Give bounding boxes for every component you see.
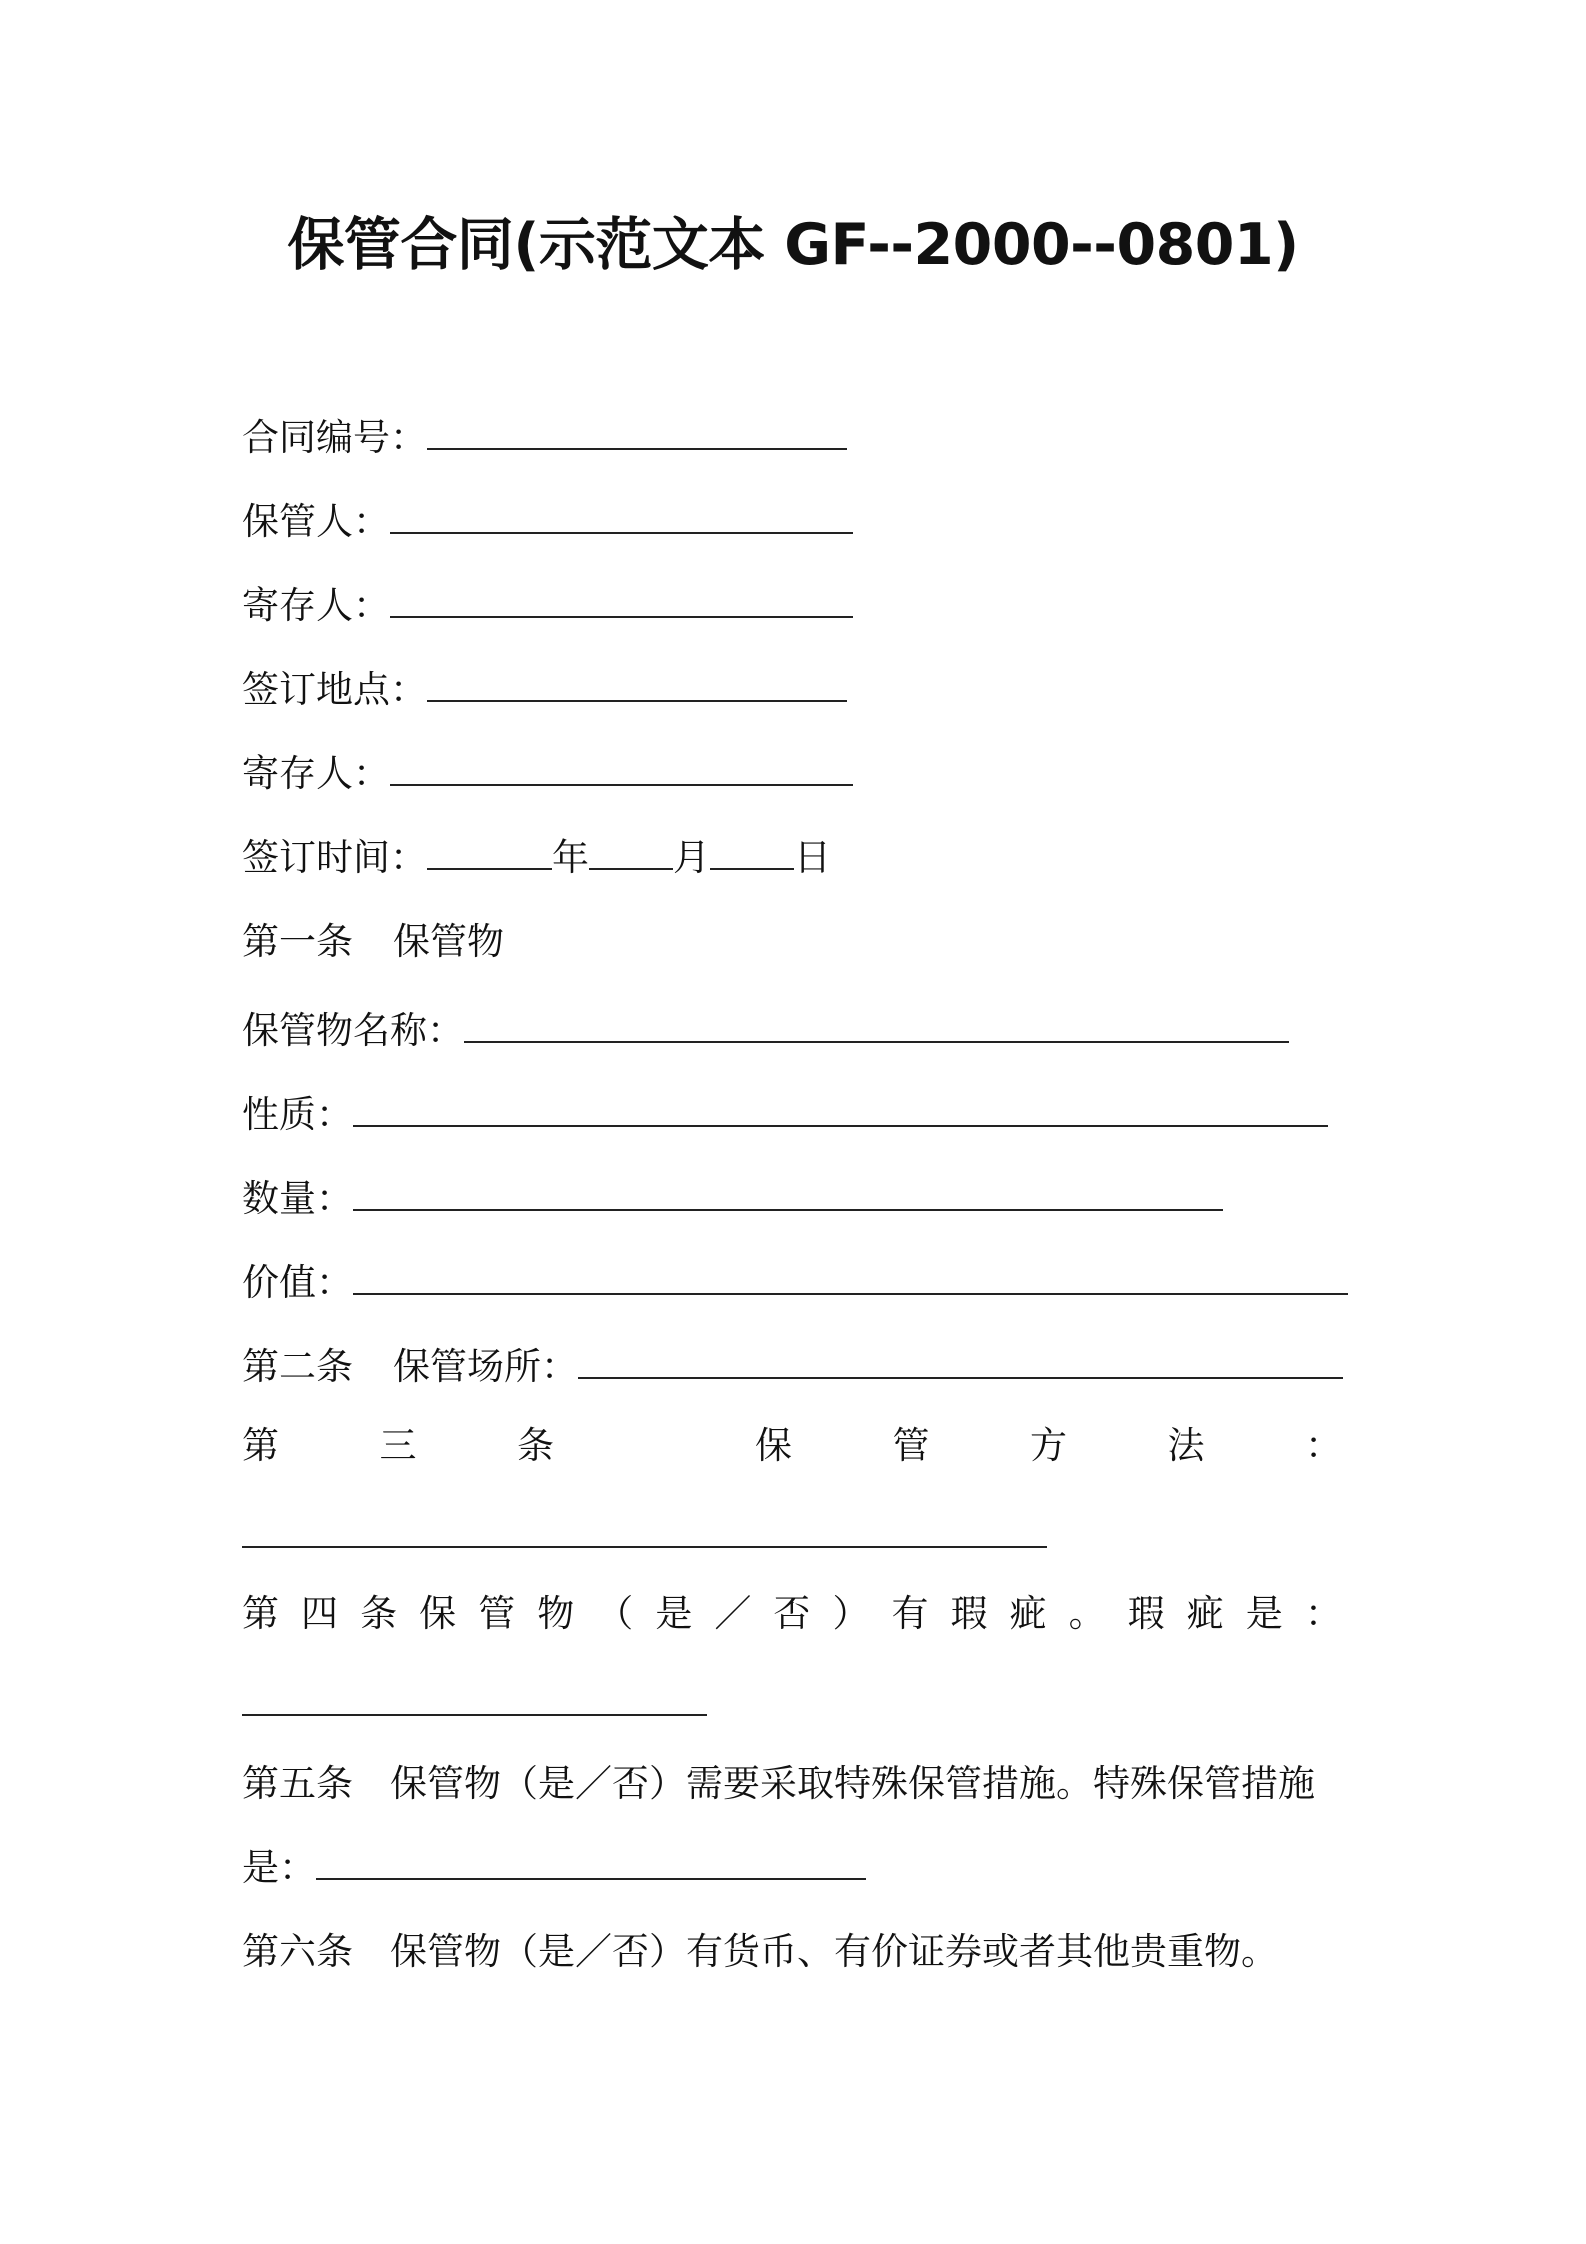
item-nature-label: 性质： xyxy=(242,1093,353,1136)
article-4-char: 有 xyxy=(891,1592,929,1635)
sign-year-blank[interactable] xyxy=(427,842,552,870)
custodian-label: 保管人： xyxy=(242,500,390,543)
storage-method-line xyxy=(242,1510,1047,1562)
article-4-char: 管 xyxy=(478,1592,516,1635)
article-4-char: ： xyxy=(1304,1592,1342,1635)
article-4-char: 保 xyxy=(419,1592,457,1635)
article-4-char: 物 xyxy=(537,1592,575,1635)
item-value-blank[interactable] xyxy=(353,1267,1348,1295)
article-6-line xyxy=(242,1926,1278,1978)
page-title: 保管合同(示范文本 GF--2000--0801) xyxy=(287,212,1299,278)
custodian-line xyxy=(242,496,853,548)
article-4-char: 瑕 xyxy=(950,1592,988,1635)
sign-month-blank[interactable] xyxy=(589,842,673,870)
article-3-line xyxy=(242,1420,1342,1472)
article-4-char: 瑕 xyxy=(1127,1592,1165,1635)
article-4-char: ／ xyxy=(714,1592,752,1635)
contract-no-line xyxy=(242,412,847,464)
sign-place-line xyxy=(242,664,847,716)
article-5-continuation: 是： xyxy=(242,1846,316,1889)
defect-blank[interactable] xyxy=(242,1688,707,1716)
article-3-char: 三 xyxy=(379,1424,417,1467)
special-measures-blank[interactable] xyxy=(316,1852,866,1880)
article-4-char: 。 xyxy=(1068,1592,1106,1635)
article-3-char: 保 xyxy=(755,1424,792,1467)
article-2-line xyxy=(242,1341,1343,1393)
article-4-char: 四 xyxy=(301,1592,339,1635)
article-3-char: 第 xyxy=(242,1424,279,1467)
contract-no-label: 合同编号： xyxy=(242,416,427,459)
article-3-char: 方 xyxy=(1030,1424,1067,1467)
article-4-char: 疵 xyxy=(1009,1592,1047,1635)
article-2-text: 保管场所： xyxy=(393,1345,578,1388)
item-quantity-blank[interactable] xyxy=(353,1183,1223,1211)
storage-place-blank[interactable] xyxy=(578,1351,1343,1379)
depositor-label-2: 寄存人： xyxy=(242,752,390,795)
article-3-char: 管 xyxy=(892,1424,930,1467)
item-value-line xyxy=(242,1257,1348,1309)
article-3-char: ： xyxy=(1305,1424,1342,1467)
article-1-heading xyxy=(242,916,504,968)
article-1-number: 第一条 xyxy=(242,920,353,963)
article-6-text: 第六条 保管物（是／否）有货币、有价证券或者其他贵重物。 xyxy=(242,1930,1278,1973)
item-nature-line xyxy=(242,1089,1328,1141)
depositor-blank-1[interactable] xyxy=(390,590,853,618)
article-2-number: 第二条 xyxy=(242,1345,353,1388)
article-4-char: （ xyxy=(596,1592,634,1635)
defect-line xyxy=(242,1678,707,1730)
article-4-char: 条 xyxy=(360,1592,398,1635)
article-1-title: 保管物 xyxy=(393,920,504,963)
sign-day-blank[interactable] xyxy=(710,842,794,870)
item-name-blank[interactable] xyxy=(464,1015,1289,1043)
article-4-char: 是 xyxy=(655,1592,693,1635)
article-4-char: 第 xyxy=(242,1592,279,1635)
sign-place-label: 签订地点： xyxy=(242,668,427,711)
item-quantity-line xyxy=(242,1173,1223,1225)
sign-place-blank[interactable] xyxy=(427,674,847,702)
year-label: 年 xyxy=(552,836,589,879)
item-value-label: 价值： xyxy=(242,1261,353,1304)
article-5-line-2 xyxy=(242,1842,866,1894)
article-4-char: 是 xyxy=(1245,1592,1283,1635)
sign-time-label: 签订时间： xyxy=(242,836,427,879)
depositor-blank-2[interactable] xyxy=(390,758,853,786)
item-name-label: 保管物名称： xyxy=(242,1009,464,1052)
storage-method-blank[interactable] xyxy=(242,1520,1047,1548)
custodian-blank[interactable] xyxy=(390,506,853,534)
contract-no-blank[interactable] xyxy=(427,422,847,450)
article-3-char: 法 xyxy=(1167,1424,1205,1467)
item-quantity-label: 数量： xyxy=(242,1177,353,1220)
item-name-line xyxy=(242,1005,1289,1057)
sign-time-line xyxy=(242,832,831,884)
article-3-char: 条 xyxy=(517,1424,554,1467)
article-4-line xyxy=(242,1588,1342,1640)
depositor-line-2 xyxy=(242,748,853,800)
article-4-char: ） xyxy=(832,1592,870,1635)
article-4-char: 疵 xyxy=(1186,1592,1224,1635)
day-label: 日 xyxy=(794,836,831,879)
article-5-line-1 xyxy=(242,1758,1315,1810)
month-label: 月 xyxy=(673,836,710,879)
article-5-text: 第五条 保管物（是／否）需要采取特殊保管措施。特殊保管措施 xyxy=(242,1762,1315,1805)
depositor-line-1 xyxy=(242,580,853,632)
depositor-label-1: 寄存人： xyxy=(242,584,390,627)
item-nature-blank[interactable] xyxy=(353,1099,1328,1127)
article-4-char: 否 xyxy=(773,1592,811,1635)
